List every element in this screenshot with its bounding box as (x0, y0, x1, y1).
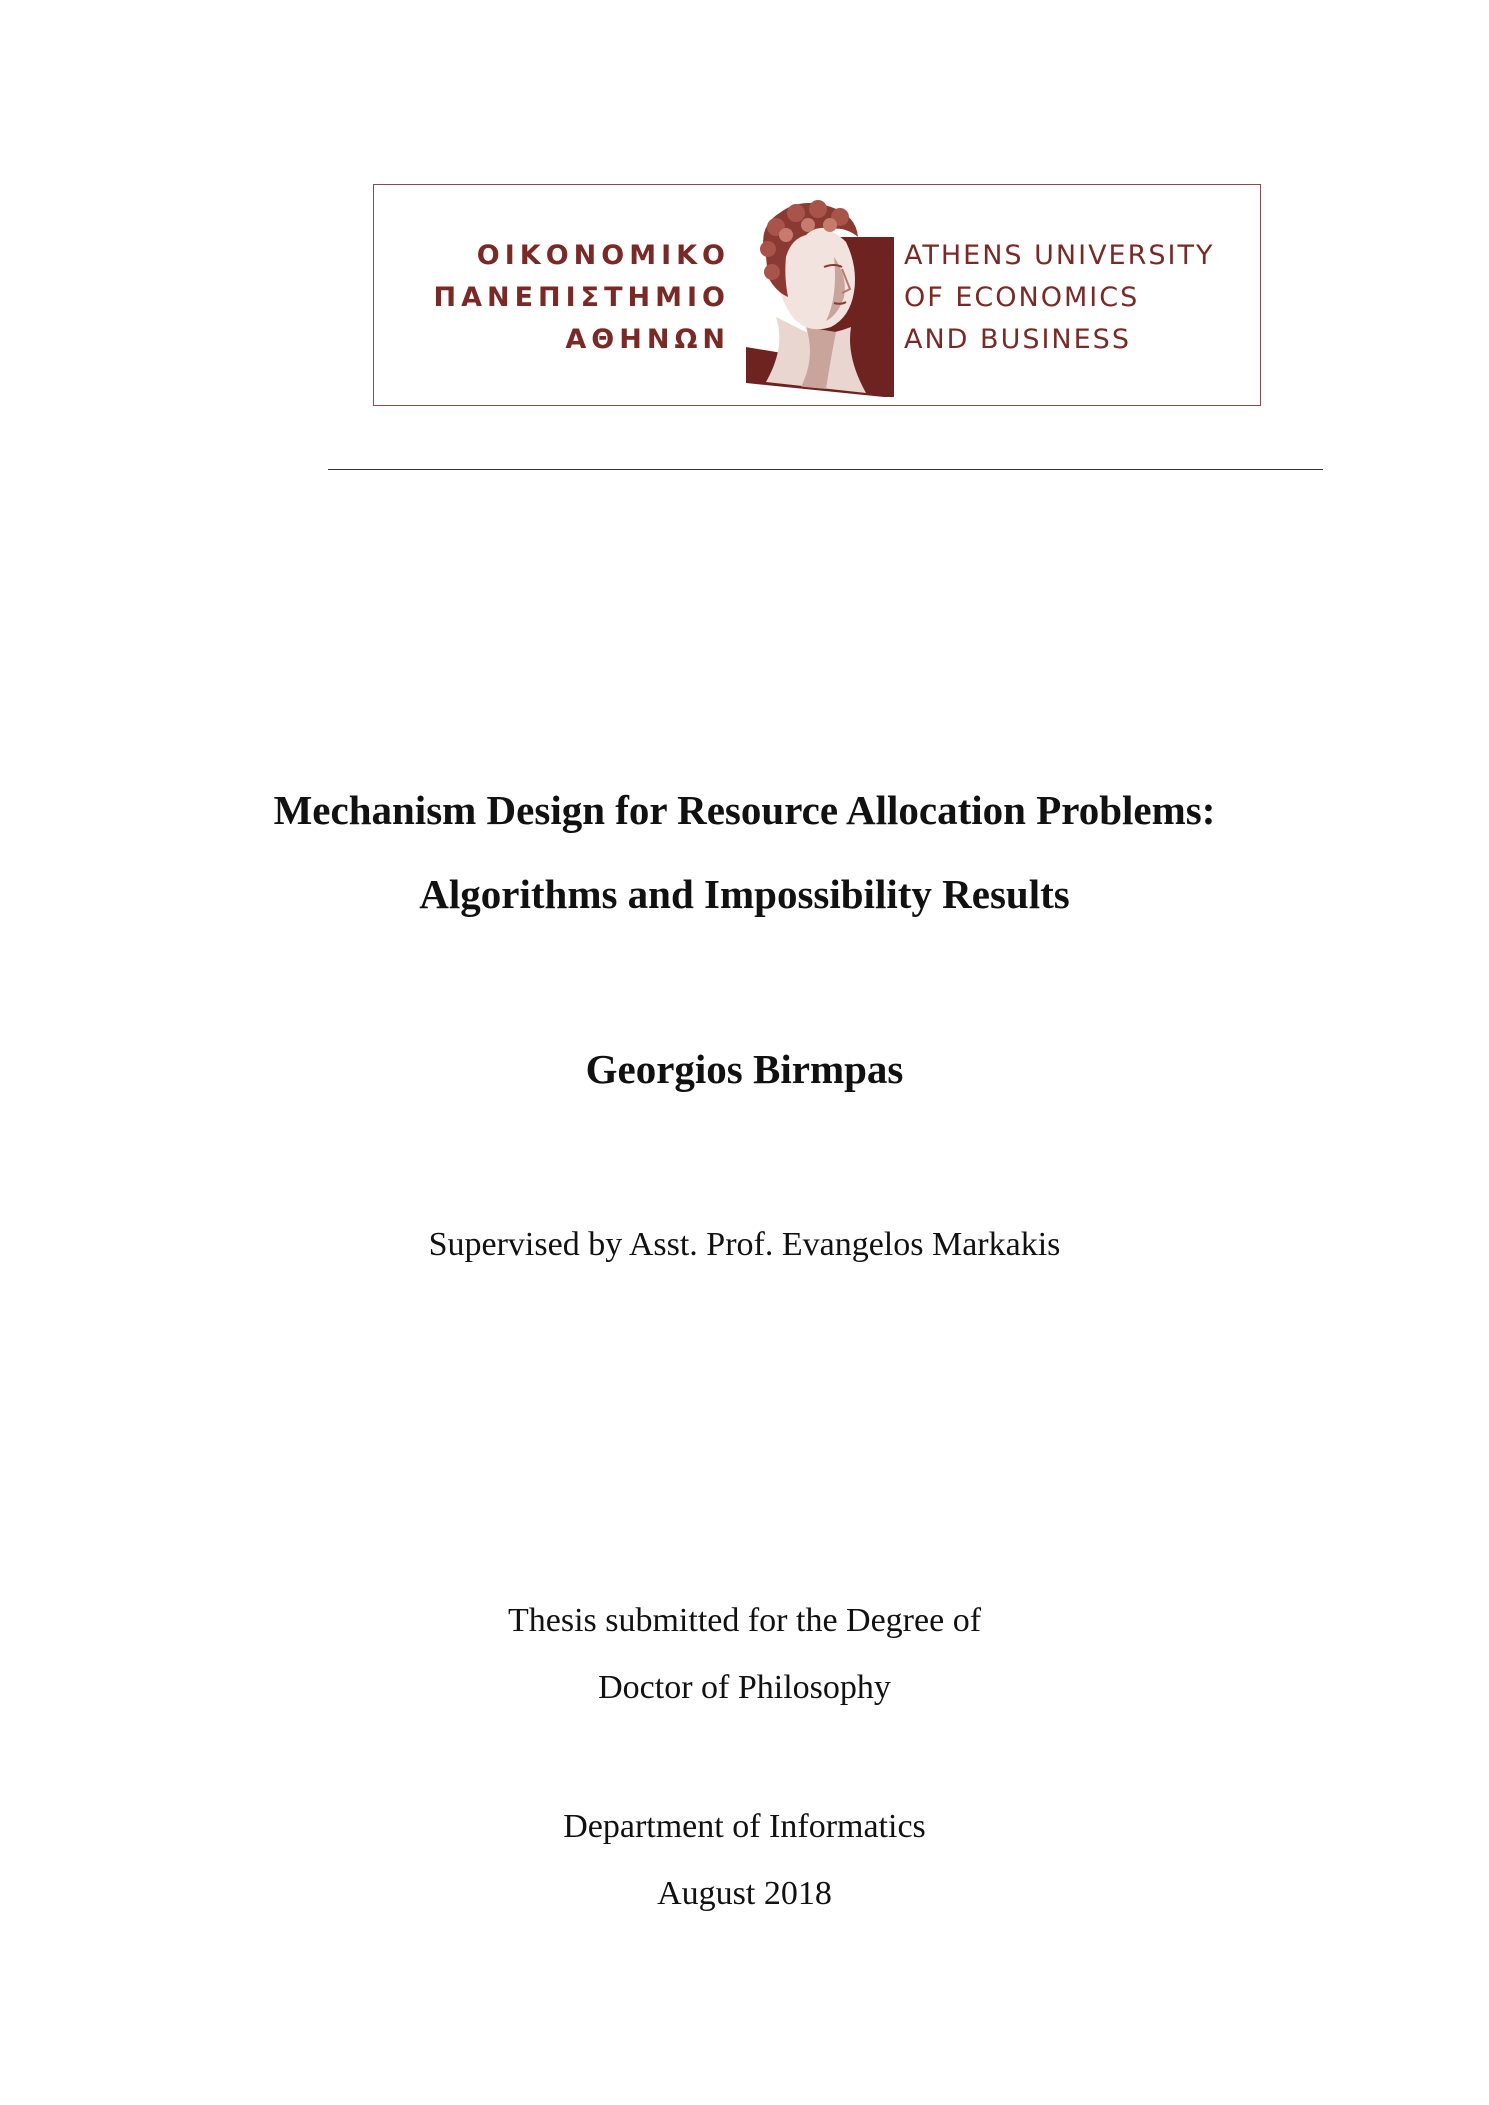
degree-line-2: Doctor of Philosophy (598, 1669, 891, 1706)
university-logo (373, 184, 1261, 406)
hermes-bust-icon (746, 197, 894, 397)
supervisor-line: Supervised by Asst. Prof. Evangelos Markakis (428, 1226, 1061, 1263)
submission-date: August 2018 (657, 1875, 832, 1912)
english-name-line-2: OF ECONOMICS (904, 282, 1140, 313)
greek-university-name (433, 235, 730, 361)
horizontal-divider (328, 469, 1323, 470)
department-name: Department of Informatics (563, 1808, 926, 1845)
english-name-line-1: ATHENS UNIVERSITY (904, 240, 1215, 271)
greek-name-line-3: ΑΘΗΝΩΝ (565, 324, 730, 355)
degree-line-1: Thesis submitted for the Degree of (507, 1602, 982, 1639)
greek-name-line-1: ΟΙΚΟΝΟΜΙΚΟ (476, 240, 730, 271)
greek-name-line-2: ΠΑΝΕΠΙΣΤΗΜΙΟ (433, 282, 730, 313)
author-name: Georgios Birmpas (585, 1046, 904, 1092)
thesis-title-line-2: Algorithms and Impossibility Results (419, 871, 1070, 917)
thesis-title-line-1: Mechanism Design for Resource Allocation Problems: (273, 787, 1216, 833)
english-university-name (904, 235, 1214, 361)
english-name-line-3: AND BUSINESS (904, 324, 1131, 355)
